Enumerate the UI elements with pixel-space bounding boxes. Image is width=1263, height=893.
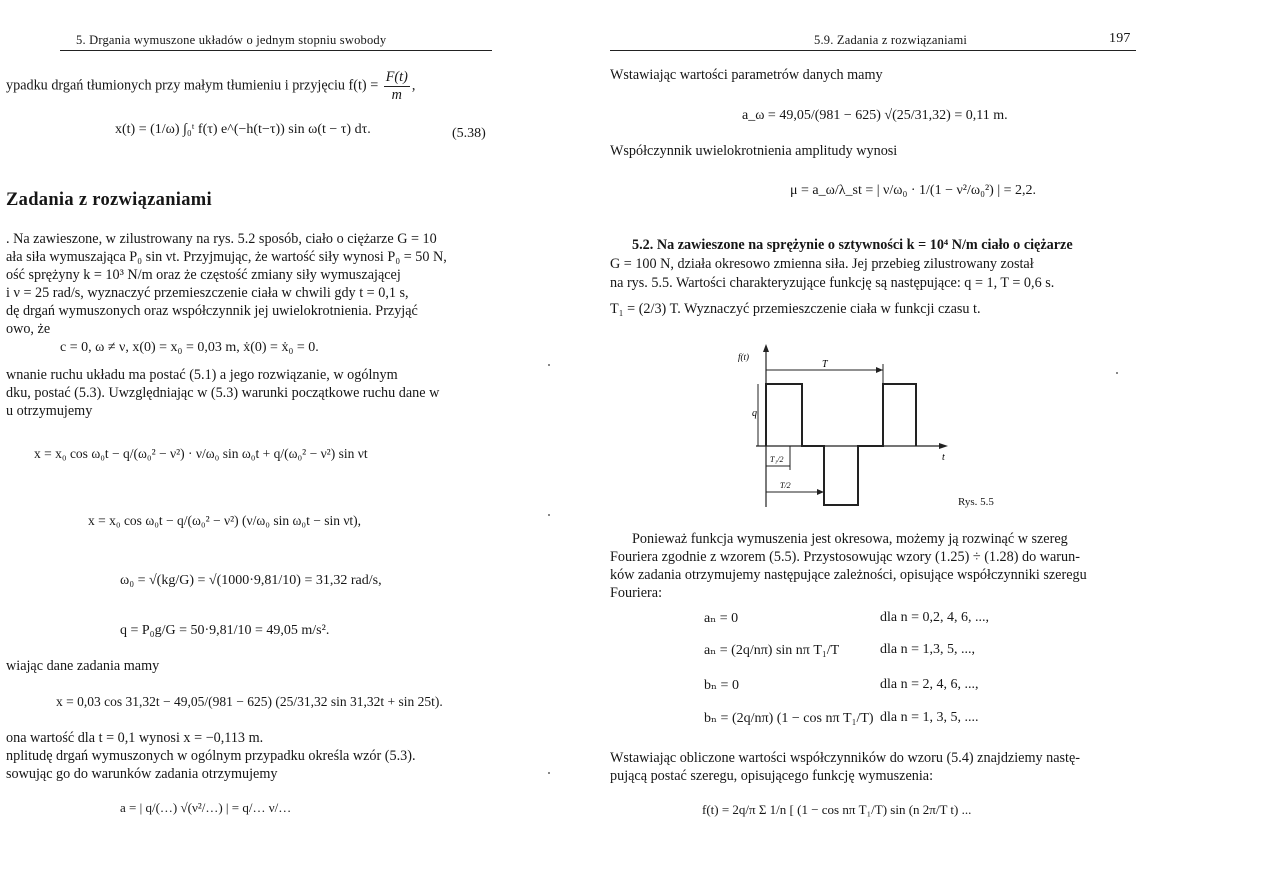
section-title: Zadania z rozwiązaniami <box>6 190 212 210</box>
equation-x1: x = x₀ cos ω₀t − q/(ω₀² − ν²) · ν/ω₀ sin ω₀t + q/(ω₀² − ν²) sin νt <box>34 446 368 461</box>
equation-cut-right: f(t) = 2q/π Σ 1/n [ (1 − cos nπ T₁/T) sin (n 2π/T t) ... <box>702 802 972 817</box>
right-line-2: Współczynnik uwielokrotnienia amplitudy wynosi <box>610 143 898 159</box>
equation-mu: μ = a_ω/λ_st = | ν/ω₀ · 1/(1 − ν²/ω₀²) | = 2,2. <box>790 183 1037 198</box>
scan-speck <box>548 364 550 366</box>
scan-speck <box>548 514 550 516</box>
y-axis-arrow <box>763 344 769 352</box>
left-header-rule <box>60 50 492 51</box>
equation-amplitude: a_ω = 49,05/(981 − 625) √(25/31,32) = 0,11 m. <box>742 108 1008 123</box>
problem-line-3: ość sprężyny k = 10³ N/m oraz że częstość zmiany siły wymuszającej <box>6 267 401 283</box>
fourier-line-2: Fouriera zgodnie z wzorem (5.5). Przystosowując wzory (1.25) ÷ (1.28) do warun- <box>610 549 1080 565</box>
x-axis-arrow <box>939 443 948 449</box>
solution-line-3: u otrzymujemy <box>6 403 93 419</box>
equation-538: x(t) = (1/ω) ∫₀ᵗ f(τ) e^(−h(t−τ)) sin ω(t − τ) dτ. <box>115 122 371 137</box>
right-line-1: Wstawiając wartości parametrów danych mamy <box>610 67 883 83</box>
right-header-rule <box>610 50 1136 51</box>
amplitude-line-2: sowując go do warunków zadania otrzymujemy <box>6 766 278 782</box>
figure-caption: Rys. 5.5 <box>958 496 994 508</box>
problem-line-1: . Na zawieszone, w zilustrowany na rys. 5.2 sposób, ciało o ciężarze G = 10 <box>6 231 437 247</box>
initial-conditions: c = 0, ω ≠ ν, x(0) = x₀ = 0,03 m, ẋ(0) = ẋ₀ = 0. <box>60 340 319 355</box>
solution-line-1: wnanie ruchu układu ma postać (5.1) a jego rozwiązanie, w ogólnym <box>6 367 398 383</box>
dim-t2-arrow <box>817 489 824 495</box>
coef-bn-odd: bₙ = (2q/nπ) (1 − cos nπ T₁/T) <box>704 711 874 726</box>
coef-bn-odd-cond: dla n = 1, 3, 5, .... <box>880 710 979 725</box>
equation-omega: ω₀ = √(kg/G) = √(1000·9,81/10) = 31,32 rad/s, <box>120 573 382 588</box>
equation-q: q = P₀g/G = 50·9,81/10 = 49,05 m/s². <box>120 623 330 638</box>
given-line: wiając dane zadania mamy <box>6 658 160 674</box>
left-page <box>0 0 560 893</box>
problem52-line-1 <box>632 236 1073 254</box>
coef-an-odd-cond: dla n = 1,3, 5, ..., <box>880 642 975 657</box>
problem-line-4: i ν = 25 rad/s, wyznaczyć przemieszczenie ciała w chwili gdy t = 0,1 s, <box>6 285 409 301</box>
coef-bn-even-cond: dla n = 2, 4, 6, ..., <box>880 677 979 692</box>
dim-T-arrow <box>876 367 883 373</box>
problem-line-6: owo, że <box>6 321 51 337</box>
fourier-line-1: Ponieważ funkcja wymuszenia jest okresowa, możemy ją rozwinąć w szereg <box>632 531 1068 547</box>
fourier-line-4: Fouriera: <box>610 585 663 601</box>
scan-speck <box>548 772 550 774</box>
equation-x3: x = 0,03 cos 31,32t − 49,05/(981 − 625) (25/31,32 sin 31,32t + sin 25t). <box>56 694 443 709</box>
amplitude-line-1: nplitudę drgań wymuszonych w ogólnym przypadku określa wzór (5.3). <box>6 748 416 764</box>
coef-an-even: aₙ = 0 <box>704 611 739 626</box>
left-running-header: 5. Drgania wymuszone układów o jednym stopniu swobody <box>76 33 387 47</box>
closing-line-2: pującą postać szeregu, opisującego funkcję wymuszenia: <box>610 768 934 784</box>
equation-cut-left: a = | q/(…) √(ν²/…) | = q/… ν/… <box>120 800 292 815</box>
intro-line: ypadku drgań tłumionych przy małym tłumieniu i przyjęciu f(t) = $\frac{F(t)}{m}$ , <box>6 69 416 103</box>
problem52-line-2: G = 100 N, działa okresowo zmienna siła. Jej przebieg zilustrowany został <box>610 256 1034 272</box>
problem52-line-4: T₁ = (2/3) T. Wyznaczyć przemieszczenie ciała w funkcji czasu t. <box>610 301 981 317</box>
fourier-line-3: ków zadania otrzymujemy następujące zależności, opisujące współczynniki szeregu <box>610 567 1087 583</box>
label-t1-half: T₁/2 <box>770 455 784 464</box>
value-line: ona wartość dla t = 0,1 wynosi x = −0,113 m. <box>6 730 264 746</box>
label-q: q <box>752 408 757 419</box>
scan-speck <box>1116 372 1118 374</box>
label-t: t <box>942 452 945 463</box>
intro-frac-den: m <box>391 86 402 103</box>
right-running-header: 5.9. Zadania z rozwiązaniami <box>814 33 968 47</box>
right-page <box>606 0 1263 893</box>
closing-line-1: Wstawiając obliczone wartości współczynników do wzoru (5.4) znajdziemy nastę- <box>610 750 1080 766</box>
label-T: T <box>822 359 828 370</box>
problem-line-5: dę drgań wymuszonych oraz współczynnik jej uwielokrotnienia. Przyjąć <box>6 303 418 319</box>
page-number: 197 <box>1109 31 1131 46</box>
coef-an-even-cond: dla n = 0,2, 4, 6, ..., <box>880 610 989 625</box>
equation-538-label: (5.38) <box>452 126 486 141</box>
label-ft: f(t) <box>738 352 749 362</box>
problem52-line-1-text: 5.2. Na zawieszone na sprężynie o sztywności k = 10⁴ N/m ciało o ciężarze <box>632 237 1073 253</box>
intro-frac-num: F(t) <box>385 69 408 85</box>
problem52-line-3: na rys. 5.5. Wartości charakteryzujące funkcję są następujące: q = 1, T = 0,6 s. <box>610 275 1055 291</box>
coef-an-odd: aₙ = (2q/nπ) sin nπ T₁/T <box>704 643 840 658</box>
intro-fraction <box>384 70 410 103</box>
label-t-half: T/2 <box>780 481 791 490</box>
coef-bn-even: bₙ = 0 <box>704 678 739 693</box>
figure-5-5 <box>736 342 1016 512</box>
solution-line-2: dku, postać (5.3). Uwzględniając w (5.3) warunki początkowe ruchu dane w <box>6 385 440 401</box>
equation-x2: x = x₀ cos ω₀t − q/(ω₀² − ν²) (ν/ω₀ sin ω₀t − sin νt), <box>88 513 362 528</box>
problem-line-2: ała siła wymuszająca P₀ sin νt. Przyjmując, że wartość siły wynosi P₀ = 50 N, <box>6 249 447 265</box>
intro-text: ypadku drgań tłumionych przy małym tłumieniu i przyjęciu f(t) = <box>6 77 379 94</box>
